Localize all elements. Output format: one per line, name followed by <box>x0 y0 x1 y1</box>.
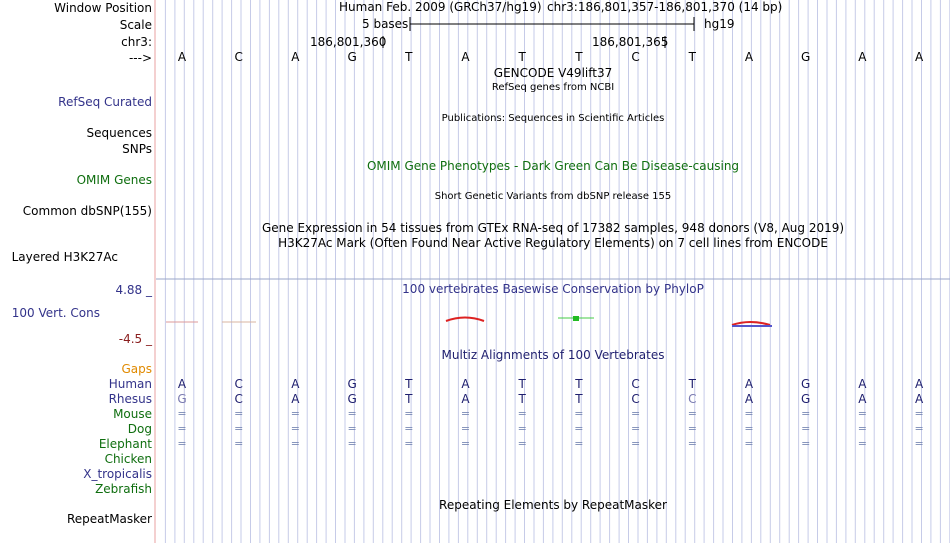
base-cell: = <box>744 437 754 450</box>
repeatmasker-title[interactable]: Repeating Elements by RepeatMasker <box>439 498 667 512</box>
base-cell: T <box>688 50 696 64</box>
position-text: chr3:186,801,357-186,801,370 (14 bp) <box>547 0 783 14</box>
base-cell: C <box>234 392 243 406</box>
base-cell: = <box>914 437 924 450</box>
base-cell: T <box>575 50 583 64</box>
species-elephant-label[interactable]: Elephant <box>98 437 152 451</box>
base-cell: = <box>744 422 754 435</box>
species-zebrafish-label[interactable]: Zebrafish <box>95 482 152 496</box>
base-cell: = <box>801 422 811 435</box>
base-cell: = <box>404 407 414 420</box>
base-cell: A <box>914 50 924 64</box>
base-cell: = <box>290 407 300 420</box>
species-rhesus-label[interactable]: Rhesus <box>108 392 152 406</box>
base-cell: A <box>858 377 867 391</box>
species-gaps-label[interactable]: Gaps <box>121 362 152 376</box>
scale-label: Scale <box>119 18 152 32</box>
assembly-text: Human Feb. 2009 (GRCh37/hg19) <box>339 0 542 14</box>
coord-right: 186,801,365 <box>592 35 669 49</box>
base-cell: = <box>177 422 187 435</box>
multiz-title[interactable]: Multiz Alignments of 100 Vertebrates <box>441 348 665 362</box>
base-cell: C <box>631 50 640 64</box>
strand-label[interactable]: ---> <box>128 51 152 65</box>
base-cell: = <box>290 437 300 450</box>
species-xtropicalis-label[interactable]: X_tropicalis <box>83 467 152 481</box>
base-cell: = <box>630 407 641 420</box>
base-cell: = <box>687 407 697 420</box>
base-cell: = <box>687 437 697 450</box>
base-cell: A <box>461 377 470 391</box>
base-cell: A <box>914 377 924 391</box>
base-cell: = <box>517 407 527 420</box>
dbsnp-title[interactable]: Short Genetic Variants from dbSNP release 155 <box>434 191 672 202</box>
base-cell: A <box>744 392 754 406</box>
base-cell: = <box>234 437 244 450</box>
base-cell: = <box>234 422 244 435</box>
species-human-label[interactable]: Human <box>108 377 152 391</box>
base-cell: = <box>347 437 357 450</box>
base-cell: = <box>347 422 357 435</box>
repeatmasker-label[interactable]: RepeatMasker <box>66 512 152 526</box>
base-cell: = <box>857 422 867 435</box>
base-cell: = <box>460 437 471 450</box>
sequences-label[interactable]: Sequences <box>86 126 152 140</box>
base-cell: G <box>801 377 811 391</box>
base-cell: = <box>801 407 811 420</box>
base-cell: T <box>405 392 413 406</box>
base-cell: = <box>857 437 867 450</box>
base-cell: A <box>177 50 187 64</box>
gencode-title[interactable]: GENCODE V49lift37 <box>493 66 613 80</box>
base-cell: T <box>518 392 526 406</box>
base-cell: T <box>518 50 526 64</box>
base-cell: = <box>460 407 471 420</box>
base-cell: = <box>687 422 697 435</box>
base-cell: T <box>518 377 526 391</box>
omim-title[interactable]: OMIM Gene Phenotypes - Dark Green Can Be Disease-causing <box>366 159 740 173</box>
coord-left: 186,801,360 <box>310 35 387 49</box>
phylop-title[interactable]: 100 vertebrates Basewise Conservation by PhyloP <box>402 282 704 296</box>
scale-bases-text: 5 bases <box>362 17 409 31</box>
base-cell: = <box>574 422 584 435</box>
base-cell: = <box>574 437 584 450</box>
h3k27ac-label[interactable]: Layered H3K27Ac <box>11 250 118 264</box>
refseq-curated-label[interactable]: RefSeq Curated <box>58 95 152 109</box>
base-cell: C <box>631 392 640 406</box>
base-cell: = <box>290 422 300 435</box>
base-cell: G <box>801 50 811 64</box>
window-position-label: Window Position <box>54 1 152 15</box>
base-cell: = <box>914 422 924 435</box>
base-cell: C <box>688 392 697 406</box>
base-cell: A <box>461 50 470 64</box>
species-chicken-label[interactable]: Chicken <box>104 452 152 466</box>
base-cell: T <box>575 377 583 391</box>
base-cell: T <box>405 50 413 64</box>
base-cell: A <box>291 377 300 391</box>
base-cell: A <box>858 50 867 64</box>
base-cell: = <box>857 407 867 420</box>
scale-bar <box>410 17 694 31</box>
base-cell: A <box>177 377 187 391</box>
base-cell: G <box>347 50 357 64</box>
base-cell: A <box>914 392 924 406</box>
dbsnp-label[interactable]: Common dbSNP(155) <box>22 204 152 218</box>
species-dog-label[interactable]: Dog <box>127 422 152 436</box>
omim-genes-label[interactable]: OMIM Genes <box>76 173 152 187</box>
h3k27ac-title[interactable]: H3K27Ac Mark (Often Found Near Active Regulatory Elements) on 7 cell lines from ENCODE <box>278 236 828 250</box>
base-cell: T <box>688 377 696 391</box>
gtex-title[interactable]: Gene Expression in 54 tissues from GTEx RNA-seq of 17382 samples, 948 donors (V8, Aug 2019) <box>261 221 845 235</box>
base-cell: A <box>461 392 470 406</box>
chrom-label: chr3: <box>121 35 152 49</box>
base-cell: G <box>347 392 357 406</box>
base-cell: = <box>801 437 811 450</box>
base-cell: A <box>744 377 754 391</box>
base-cell: T <box>405 377 413 391</box>
base-cell: C <box>234 377 243 391</box>
base-cell: G <box>801 392 811 406</box>
refseq-subtitle[interactable]: RefSeq genes from NCBI <box>491 82 615 93</box>
base-cell: = <box>574 407 584 420</box>
base-cell: = <box>630 437 641 450</box>
base-cell: G <box>177 392 187 406</box>
base-cell: G <box>347 377 357 391</box>
base-cell: = <box>460 422 471 435</box>
base-cell: = <box>177 407 187 420</box>
base-cell: = <box>630 422 641 435</box>
publications-title[interactable]: Publications: Sequences in Scientific Articles <box>441 113 665 124</box>
base-cell: A <box>858 392 867 406</box>
base-cell: = <box>517 437 527 450</box>
base-cell: = <box>234 407 244 420</box>
base-cell: C <box>234 50 243 64</box>
phylop-signal <box>166 316 772 326</box>
base-cell: T <box>575 392 583 406</box>
base-cell: C <box>631 377 640 391</box>
phylop-max-label: 4.88 _ <box>115 283 152 297</box>
snps-label[interactable]: SNPs <box>122 142 152 156</box>
phylop-track-label[interactable]: 100 Vert. Cons <box>11 306 100 320</box>
base-cell: = <box>517 422 527 435</box>
base-cell: A <box>744 50 754 64</box>
base-cell: = <box>744 407 754 420</box>
base-cell: = <box>404 422 414 435</box>
base-cell: A <box>291 50 300 64</box>
base-cell: = <box>347 407 357 420</box>
base-cell: = <box>404 437 414 450</box>
base-cell: = <box>914 407 924 420</box>
base-cell: A <box>291 392 300 406</box>
db-text: hg19 <box>704 17 735 31</box>
species-mouse-label[interactable]: Mouse <box>113 407 152 421</box>
base-cell: = <box>177 437 187 450</box>
phylop-min-label: -4.5 _ <box>118 332 152 346</box>
